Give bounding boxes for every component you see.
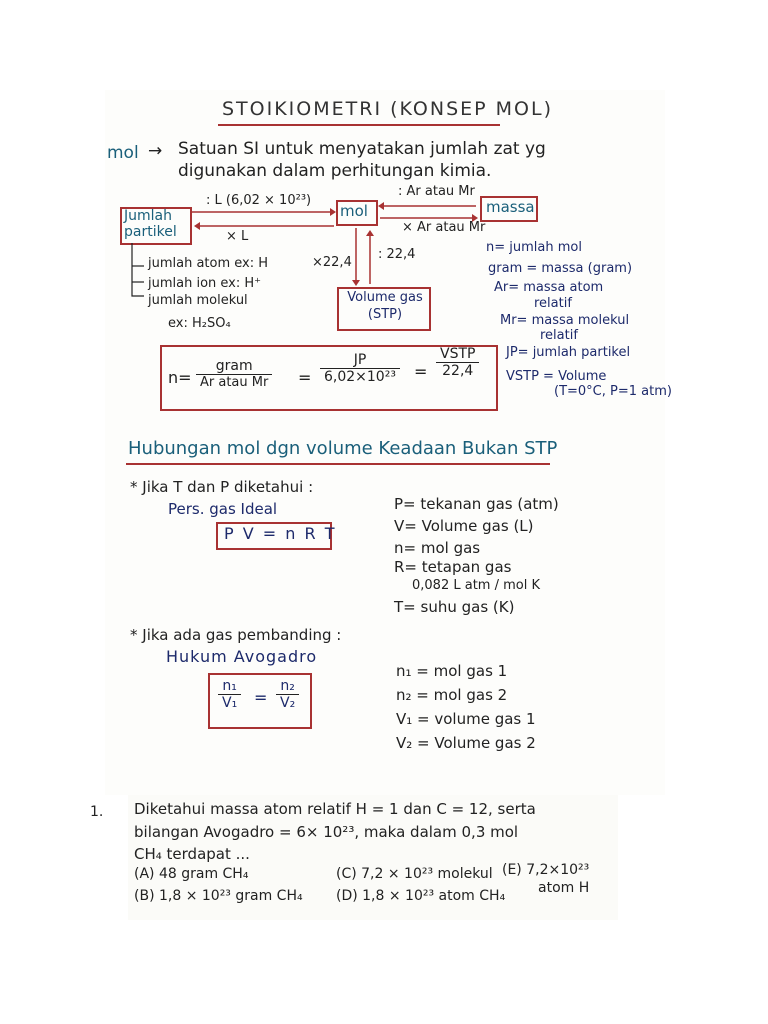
formula-jp-num: JP — [320, 352, 400, 369]
var-v: V= Volume gas (L) — [394, 517, 534, 535]
var-t: T= suhu gas (K) — [394, 598, 515, 616]
question-line2: bilangan Avogadro = 6× 10²³, maka dalam 0,3 mol — [134, 823, 519, 841]
av-n1: n₁ — [218, 678, 241, 695]
massa-label: massa — [486, 198, 535, 216]
legend-stp-conditions: (T=0°C, P=1 atm) — [554, 384, 672, 399]
div-ar-label: : Ar atau Mr — [398, 184, 475, 199]
option-a[interactable]: (A) 48 gram CH₄ — [134, 866, 249, 882]
av-var-v1: V₁ = volume gas 1 — [396, 710, 536, 728]
sub-atom: jumlah atom ex: H — [148, 256, 269, 271]
question-line3: CH₄ terdapat ... — [134, 845, 250, 863]
formula-frac-jp — [320, 352, 400, 385]
var-p: P= tekanan gas (atm) — [394, 495, 559, 513]
av-v1: V₁ — [222, 695, 238, 711]
hukum-avogadro: Hukum Avogadro — [166, 647, 318, 666]
mol-label: mol — [340, 202, 368, 220]
av-var-v2: V₂ = Volume gas 2 — [396, 734, 536, 752]
sub-ion: jumlah ion ex: H⁺ — [148, 276, 262, 291]
formula-eq1: = — [298, 368, 312, 387]
page-title: STOIKIOMETRI (KONSEP MOL) — [222, 98, 554, 120]
option-e-cont: atom H — [538, 880, 590, 896]
times-224-label: ×22,4 — [312, 255, 352, 270]
legend-n: n= jumlah mol — [486, 240, 582, 255]
def-line2: digunakan dalam perhitungan kimia. — [178, 161, 492, 181]
legend-ar: Ar= massa atom — [494, 280, 604, 295]
question-line1: Diketahui massa atom relatif H = 1 dan C = 12, serta — [134, 800, 536, 818]
times-ar-label: × Ar atau Mr — [402, 220, 486, 235]
div-avogadro-label: : L (6,02 × 10²³) — [206, 193, 312, 208]
case2-text: * Jika ada gas pembanding : — [130, 626, 342, 644]
av-v2: V₂ — [280, 695, 296, 711]
var-r: R= tetapan gas — [394, 558, 512, 576]
legend-ar-cont: relatif — [534, 296, 572, 311]
volume-gas-label: Volume gas (STP) — [347, 290, 423, 322]
av-var-n2: n₂ = mol gas 2 — [396, 686, 508, 704]
legend-mr: Mr= massa molekul — [500, 313, 630, 328]
formula-jp-den: 6,02×10²³ — [324, 369, 396, 385]
option-c[interactable]: (C) 7,2 × 10²³ molekul — [336, 866, 493, 882]
formula-vstp-num: VSTP — [436, 346, 479, 363]
av-n2: n₂ — [276, 678, 299, 695]
av-var-n1: n₁ = mol gas 1 — [396, 662, 508, 680]
formula-n: n= — [168, 368, 192, 387]
pv-formula: P V = n R T — [224, 524, 337, 543]
section2-heading: Hubungan mol dgn volume Keadaan Bukan STP — [128, 438, 558, 459]
pers-gas-ideal: Pers. gas Ideal — [168, 500, 278, 518]
av-frac-1 — [218, 678, 241, 711]
var-r-value: 0,082 L atm / mol K — [412, 578, 540, 593]
formula-vstp-den: 22,4 — [442, 363, 474, 379]
option-b[interactable]: (B) 1,8 × 10²³ gram CH₄ — [134, 888, 303, 904]
legend-mr-cont: relatif — [540, 328, 578, 343]
times-avogadro-label: × L — [226, 229, 249, 244]
def-arrow: → — [148, 141, 163, 161]
legend-jp: JP= jumlah partikel — [506, 345, 631, 360]
def-line1: Satuan SI untuk menyatakan jumlah zat yg — [178, 139, 546, 159]
case1-text: * Jika T dan P diketahui : — [130, 478, 314, 496]
def-term: mol — [107, 143, 139, 163]
av-eq: = — [254, 688, 268, 707]
formula-gram-den: Ar atau Mr — [200, 375, 269, 390]
div-224-label: : 22,4 — [378, 247, 416, 262]
var-n: n= mol gas — [394, 539, 481, 557]
sub-molekul-ex: ex: H₂SO₄ — [168, 316, 231, 331]
section2-underline — [126, 463, 550, 465]
formula-frac-gram — [196, 358, 272, 390]
formula-eq2: = — [414, 362, 428, 381]
option-e[interactable]: (E) 7,2×10²³ — [502, 862, 590, 878]
sub-molekul: jumlah molekul — [148, 293, 248, 308]
jumlah-partikel-label: Jumlah partikel — [124, 208, 177, 240]
formula-gram-num: gram — [196, 358, 272, 375]
legend-gram: gram = massa (gram) — [488, 261, 633, 276]
legend-vstp: VSTP = Volume — [506, 369, 607, 384]
option-d[interactable]: (D) 1,8 × 10²³ atom CH₄ — [336, 888, 506, 904]
formula-frac-vstp — [436, 346, 479, 379]
av-frac-2 — [276, 678, 299, 711]
question-number: 1. — [90, 804, 104, 820]
